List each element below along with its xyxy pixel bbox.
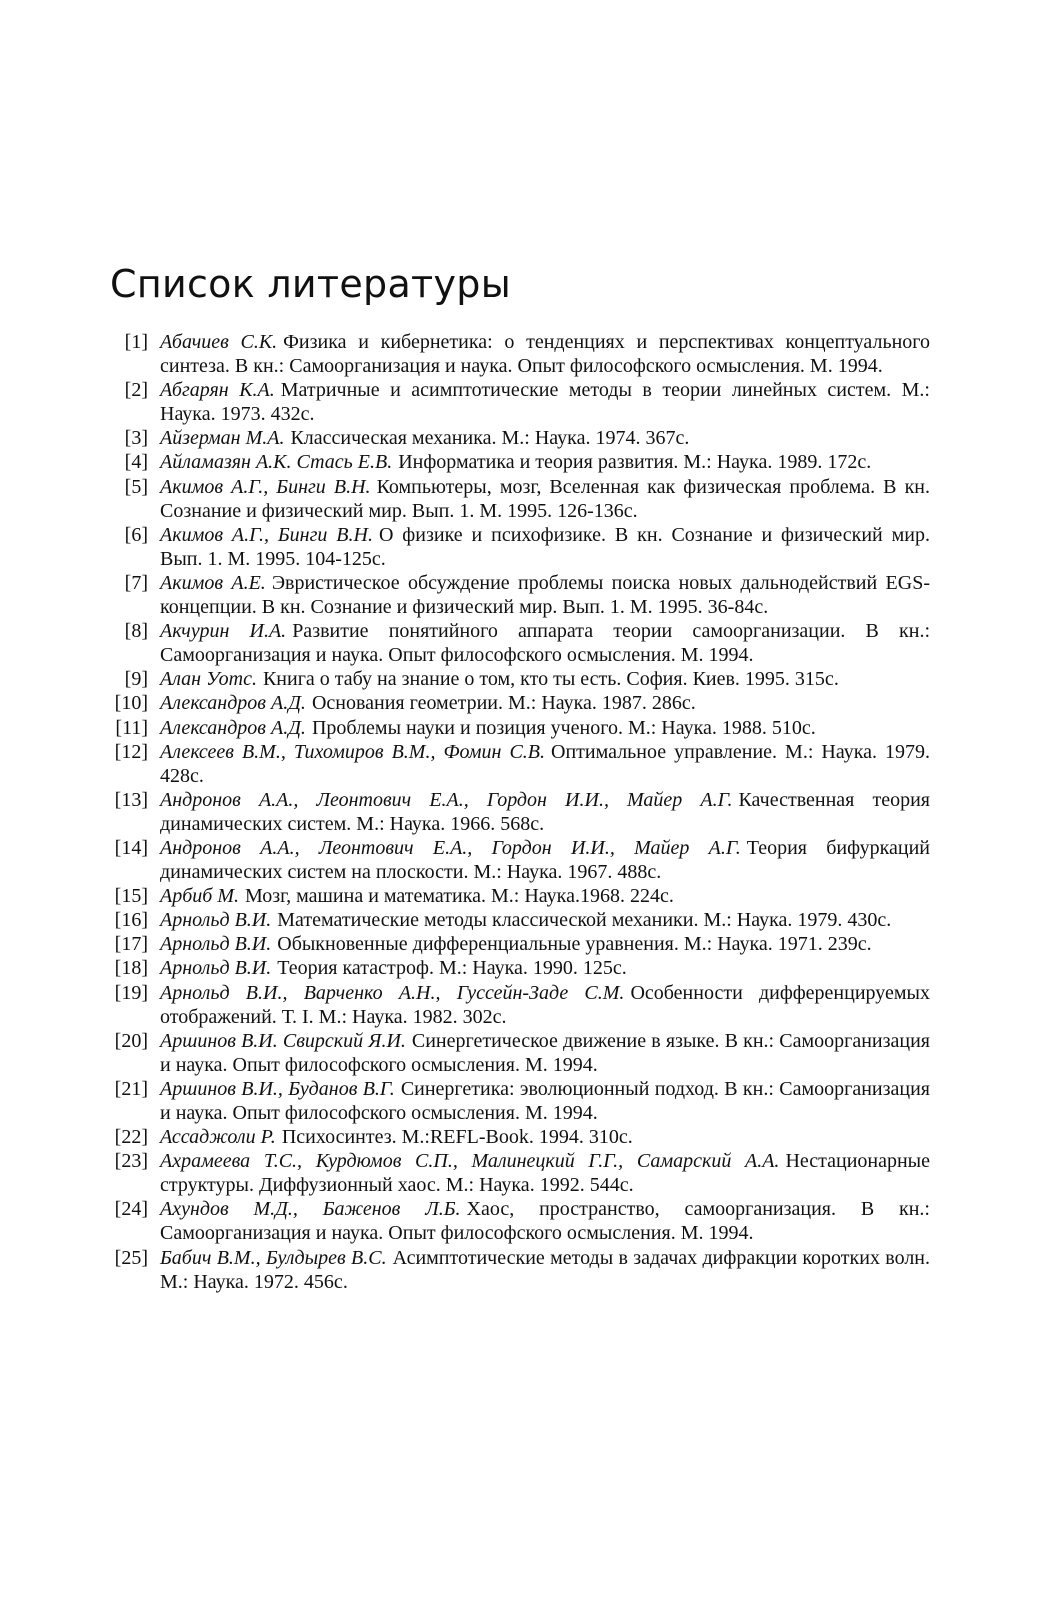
reference-number: [3] [124,427,148,450]
reference-item [102,836,930,884]
reference-item [102,740,930,788]
reference-text: Компьютеры, мозг, Вселенная как физическая проблема. В кн. Сознание и физический мир. Вып. 1. М. 1995. 126-136с. [160,475,931,522]
reference-number: [17] [114,933,148,956]
reference-item [102,981,930,1029]
reference-text: Проблемы науки и позиция ученого. М.: Наука. 1988. 510с. [311,716,816,739]
reference-text: Теория бифуркаций динамических систем на плоскости. М.: Наука. 1967. 488с. [160,836,930,884]
reference-item [102,932,930,956]
reference-text: Хаос, пространство, самоорганизация. В кн.: Самоорганизация и наука. Опыт философского осмысления. М. 1994. [160,1198,930,1245]
reference-authors: Акимов А.Г., Бинги В.Н. [160,475,371,498]
reference-item [102,716,930,740]
reference-text: Развитие понятийного аппарата теории самоорганизации. В кн.: Самоорганизация и наука. Опыт философского осмысления. М. 1994. [160,620,931,667]
reference-authors: Александров А.Д. [160,692,306,715]
reference-item [102,619,930,667]
reference-item [102,1149,930,1197]
reference-number: [21] [114,1077,148,1100]
reference-item [102,884,930,908]
reference-item [102,788,930,836]
reference-authors: Абачиев С.К. [160,331,278,353]
reference-number: [7] [124,571,148,594]
reference-text: Физика и кибернетика: о тенденциях и перспективах концептуального синтеза. В кн.: Самоорганизация и наука. Опыт философского осмысления. М. 1994. [160,331,930,378]
reference-text: Классическая механика. М.: Наука. 1974. 367с. [290,427,690,450]
reference-text: Мозг, машина и математика. М.: Наука.1968. 224с. [245,885,674,908]
reference-text: Математические методы классической механики. М.: Наука. 1979. 430с. [277,909,892,932]
reference-list [102,330,930,1294]
reference-item [102,426,930,450]
reference-number: [2] [124,379,148,402]
reference-number: [16] [114,909,148,932]
reference-item [102,667,930,691]
reference-number: [15] [114,885,148,908]
reference-item [102,1197,930,1245]
reference-authors: Бабич В.М., Булдырев В.С. [160,1246,387,1269]
reference-item [102,1125,930,1149]
reference-number: [5] [124,475,148,498]
reference-number: [10] [114,692,148,715]
reference-number: [4] [124,451,148,474]
reference-number: [6] [124,523,148,546]
reference-authors: Аршинов В.И. Свирский Я.И. [160,1029,406,1052]
reference-text: Теория катастроф. М.: Наука. 1990. 125с. [277,957,627,980]
reference-number: [19] [114,981,148,1004]
reference-authors: Ахундов М.Д., Баженов Л.Б. [160,1198,461,1221]
reference-authors: Ахрамеева Т.С., Курдюмов С.П., Малинецкий Г.Г., Самарский А.А. [160,1150,780,1173]
reference-number: [20] [114,1029,148,1052]
reference-number: [18] [114,957,148,980]
reference-item [102,691,930,715]
reference-authors: Арнольд В.И. [160,957,272,980]
reference-authors: Алан Уотс. [160,668,257,691]
reference-text: Качественная теория динамических систем. М.: Наука. 1966. 568с. [160,788,930,835]
reference-authors: Акчурин И.А. [160,620,287,643]
reference-number: [1] [124,331,148,353]
reference-number: [13] [114,788,148,811]
reference-item [102,523,930,571]
reference-item [102,908,930,932]
reference-authors: Алексеев В.М., Тихомиров В.М., Фомин С.В. [160,740,546,763]
reference-number: [12] [114,740,148,763]
reference-authors: Арбиб М. [160,885,239,908]
reference-text: Информатика и теория развития. М.: Наука. 1989. 172с. [398,451,872,474]
reference-authors: Андронов А.А., Леонтович Е.А., Гордон И.И., Майер А.Г. [160,788,733,811]
reference-number: [14] [114,836,148,859]
reference-number: [24] [114,1198,148,1221]
reference-item [102,378,930,426]
reference-authors: Аршинов В.И., Буданов В.Г. [160,1077,395,1100]
reference-text: Асимптотические методы в задачах дифракции коротких волн. М.: Наука. 1972. 456с. [160,1246,930,1293]
reference-item [102,1246,930,1294]
reference-number: [23] [114,1150,148,1173]
reference-item [102,330,930,378]
reference-authors: Акимов А.Е. [160,571,266,594]
reference-item [102,571,930,619]
reference-item [102,1029,930,1077]
reference-authors: Арнольд В.И. [160,909,272,932]
reference-text: Психосинтез. М.:REFL-Book. 1994. 310с. [281,1126,633,1149]
reference-text: Основания геометрии. М.: Наука. 1987. 286с. [311,692,696,715]
reference-item [102,956,930,980]
reference-authors: Айзерман М.А. [160,427,285,450]
reference-number: [11] [115,716,148,739]
reference-text: Книга о табу на знание о том, кто ты есть. София. Киев. 1995. 315с. [262,668,839,691]
reference-authors: Арнольд В.И., Варченко А.Н., Гуссейн-Заде С.М. [160,981,625,1004]
reference-authors: Андронов А.А., Леонтович Е.А., Гордон И.И., Майер А.Г. [160,836,741,859]
reference-number: [25] [114,1246,148,1269]
reference-authors: Айламазян А.К. Стась Е.В. [160,451,393,474]
reference-item [102,450,930,474]
reference-number: [8] [124,620,148,643]
reference-text: Синергетика: эволюционный подход. В кн.: Самоорганизация и наука. Опыт философского осмысления. М. 1994. [160,1077,930,1124]
reference-number: [22] [114,1126,148,1149]
reference-text: Нестационарные структуры. Диффузионный хаос. М.: Наука. 1992. 544с. [160,1150,930,1197]
reference-item [102,1077,930,1125]
reference-text: Обыкновенные дифференциальные уравнения. М.: Наука. 1971. 239с. [277,933,872,956]
reference-number: [9] [124,668,148,691]
reference-authors: Абгарян К.А. [160,379,275,402]
page-title: Список литературы [110,262,512,306]
reference-text: О физике и психофизике. В кн. Сознание и физический мир. Вып. 1. М. 1995. 104-125с. [160,523,930,570]
reference-text: Синергетическое движение в языке. В кн.: Самоорганизация и наука. Опыт философского осмысления. М. 1994. [160,1029,931,1076]
reference-text: Особенности дифференцируемых отображений. Т. I. М.: Наука. 1982. 302с. [160,981,930,1028]
reference-authors: Александров А.Д. [160,716,306,739]
reference-text: Эвристическое обсуждение проблемы поиска новых дальнодействий EGS-концепции. В кн. Сознание и физический мир. Вып. 1. М. 1995. 36-84с. [160,571,930,619]
reference-authors: Ассаджоли Р. [160,1126,276,1149]
reference-authors: Арнольд В.И. [160,933,272,956]
reference-text: Оптимальное управление. М.: Наука. 1979. 428с. [160,740,930,787]
reference-text: Матричные и асимптотические методы в теории линейных систем. М.: Наука. 1973. 432с. [160,379,930,426]
reference-authors: Акимов А.Г., Бинги В.Н. [160,523,373,546]
reference-item [102,475,930,523]
